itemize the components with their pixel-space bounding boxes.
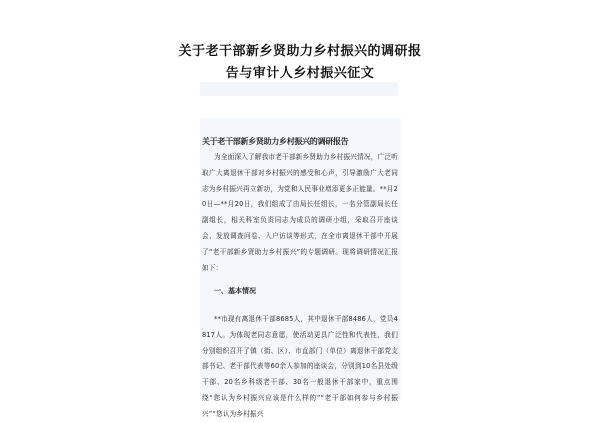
paragraph-basic-situation: **市现有离退休干部8685人，其中退休干部8486人，党员4817人。为体现老同志意愿，使活动更具广泛性和代表性，我们分别组织召开了镇（街、区）、市直部门（单位）离退休干部党支部书记、老干部代表等60余人参加的座谈会，分别到10名县处级干部、20名乡科级老干部、30名一般退休干部家中，重点围绕“您认为乡村振兴应该是什么样的”“老干部如何参与乡村振兴”“您认为乡村振兴: [202, 315, 398, 418]
article-body: [200, 118, 401, 418]
header-band: [200, 82, 398, 96]
paragraph-intro: 为全面深入了解我市老干部新乡贤助力乡村振兴情况，广泛听取广大离退休干部对乡村振兴的感受和心声，引导激励广大老同志为乡村振兴再立新功，为党和人民事业增添更多正能量。**月20日—**月20日，我们组成了由局长任组长，一名分管副局长任副组长，相关科室负责同志为成员的调研小组，采取召开座谈会、发放调查问卷、入户访谈等形式，在全市离退休干部中开展了“老干部新乡贤助力乡村振兴”的专题调研。现将调研情况汇报如下：: [202, 153, 398, 272]
section-heading: 关于老干部新乡贤助力乡村振兴的调研报告: [202, 137, 349, 146]
subheading-basic-situation: 一、基本情况: [214, 287, 256, 295]
document-title-line-1: 关于老干部新乡贤助力乡村振兴的调研报: [178, 44, 422, 59]
document-title-line-2: 告与审计人乡村振兴征文: [225, 66, 375, 81]
